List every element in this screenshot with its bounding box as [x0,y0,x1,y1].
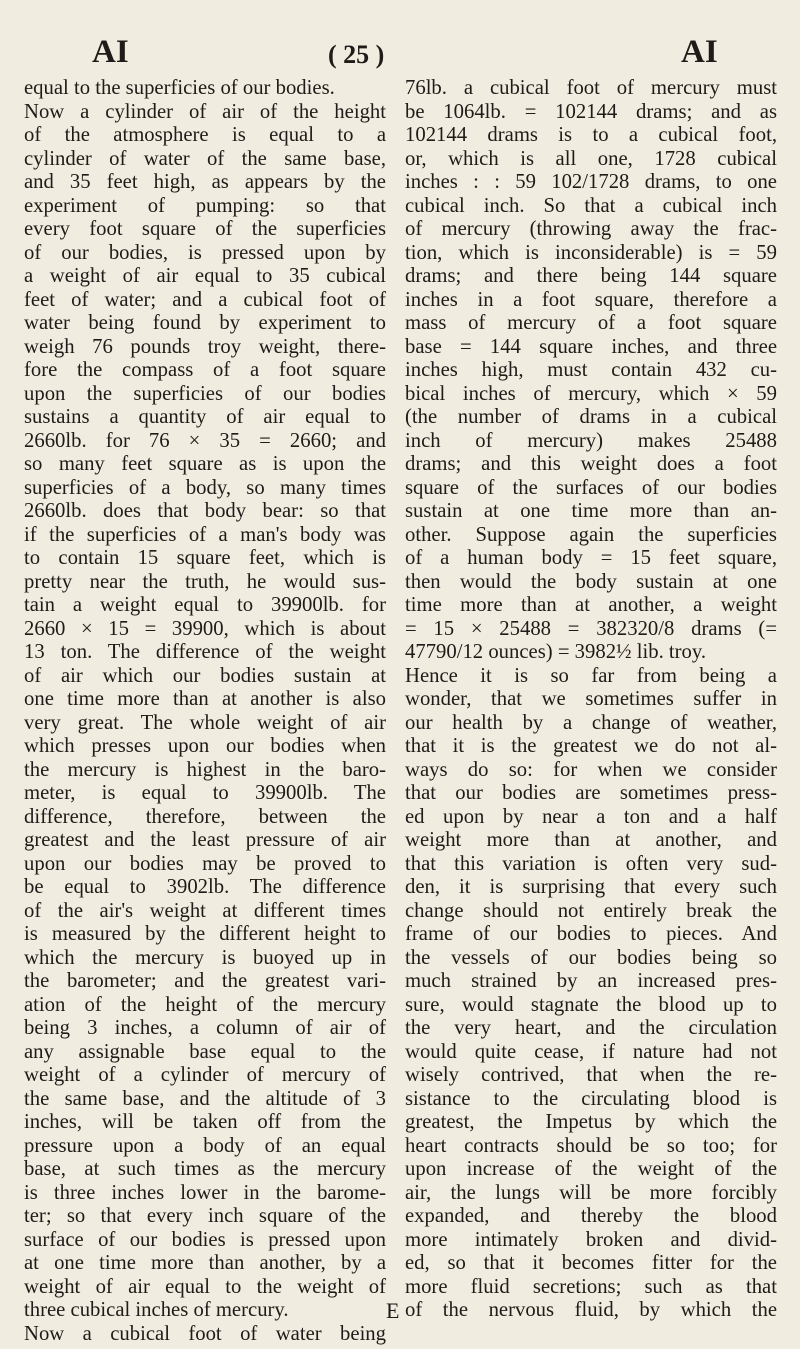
left-column-line: every foot square of the superficies [24,218,386,240]
left-column-line: upon our bodies may be proved to [24,852,386,875]
right-column-line: wisely contrived, that when the re- [405,1064,777,1086]
right-column-line: upon increase of the weight of the [405,1158,777,1180]
right-column-line: that our bodies are sometimes press- [405,782,777,804]
right-column-line: that it is the greatest we do not al- [405,735,777,757]
left-column-line: and 35 feet high, as appears by the [24,171,386,193]
right-column-line: inches : : 59 102/1728 drams, to one [405,171,777,193]
right-column-line: den, it is surprising that every such [405,876,777,898]
left-column-line: 2660 × 15 = 39900, which is about [24,617,386,640]
left-column-line: the mercury is highest in the baro- [24,758,386,781]
right-column-line: drams; and this weight does a foot [405,453,777,475]
left-column-line: feet of water; and a cubical foot of [24,288,386,311]
left-column-line: of the atmosphere is equal to a [24,124,386,146]
left-column-line: very great. The whole weight of air [24,711,386,734]
right-column-line: ed, so that it becomes fitter for the [405,1252,777,1274]
right-column-line: = 15 × 25488 = 382320/8 drams (= [405,617,777,640]
right-column-line: square of the surfaces of our bodies [405,476,777,499]
header-left-word: AI [92,34,129,70]
left-column-line: being 3 inches, a column of air of [24,1017,386,1039]
right-column-line: or, which is all one, 1728 cubical [405,147,777,170]
right-column-line: sustain at one time more than an- [405,500,777,522]
right-column-line: wonder, that we sometimes suffer in [405,688,777,710]
left-column-line: difference, therefore, between the [24,805,386,828]
left-column-line: weight of air equal to the weight of [24,1275,386,1298]
left-column-line: meter, is equal to 39900lb. The [24,782,386,804]
right-column-line: tion, which is inconsiderable) is = 59 [405,241,777,264]
left-column-line: upon the superficies of our bodies [24,382,386,405]
left-column-line: 2660lb. does that body bear: so that [24,500,386,522]
right-column-line: much strained by an increased pres- [405,970,777,992]
left-column-line: is measured by the different height to [24,923,386,945]
right-column-line: bical inches of mercury, which × 59 [405,382,777,405]
left-column-line: of air which our bodies sustain at [24,664,386,687]
left-column-line: pressure upon a body of an equal [24,1134,386,1157]
right-column-line: more intimately broken and divid- [405,1228,777,1251]
right-column-line: time more than at another, a weight [405,594,777,616]
right-column-line: of the nervous fluid, by which the [405,1299,777,1321]
right-column-line: sure, would stagnate the blood up to [405,993,777,1016]
right-column-line: be 1064lb. = 102144 drams; and as [405,100,777,123]
signature-mark: E [386,1298,400,1323]
right-column-line: greatest, the Impetus by which the [405,1111,777,1133]
right-column-line: inches high, must contain 432 cu- [405,359,777,381]
right-column-line: drams; and there being 144 square [405,265,777,287]
right-column-line: the very heart, and the circulation [405,1017,777,1039]
left-column-line: is three inches lower in the barome- [24,1181,386,1204]
left-column-line: weight of a cylinder of mercury of [24,1064,386,1086]
right-column-line: Hence it is so far from being a [405,664,777,687]
left-column-line: the same base, and the altitude of 3 [24,1087,386,1110]
right-column-line: ways do so: for when we consider [405,758,777,781]
left-column-line: three cubical inches of mercury. [24,1299,289,1321]
right-column-line: sistance to the circulating blood is [405,1087,777,1110]
right-column-line: 102144 drams is to a cubical foot, [405,124,777,146]
right-column-line: more fluid secretions; such as that [405,1275,777,1298]
left-column-line: water being found by experiment to [24,312,386,334]
left-text-column [24,77,386,1346]
right-column-line: frame of our bodies to pieces. And [405,923,777,945]
right-column-line: 76lb. a cubical foot of mercury must [405,77,777,99]
left-column-line: Now a cubical foot of water being [24,1322,386,1345]
left-column-line: which presses upon our bodies when [24,735,386,757]
right-column-line: cubical inch. So that a cubical inch [405,194,777,217]
right-column-line: then would the body sustain at one [405,570,777,593]
left-column-line: weigh 76 pounds troy weight, there- [24,335,386,358]
right-column-line: base = 144 square inches, and three [405,335,777,358]
left-column-line: cylinder of water of the same base, [24,147,386,170]
left-column-line: 2660lb. for 76 × 35 = 2660; and [24,429,386,452]
right-column-line: the vessels of our bodies being so [405,946,777,969]
header-right-word: AI [681,34,718,70]
left-column-line: so many feet square as is upon the [24,453,386,475]
left-column-line: of the air's weight at different times [24,899,386,922]
left-column-line: any assignable base equal to the [24,1040,386,1063]
left-column-line: equal to the superficies of our bodies. [24,77,335,99]
left-column-line: be equal to 3902lb. The difference [24,876,386,898]
left-column-line: pretty near the truth, he would sus- [24,570,386,593]
left-column-line: surface of our bodies is pressed upon [24,1228,386,1251]
left-column-line: which the mercury is buoyed up in [24,946,386,969]
page-number: ( 25 ) [328,40,385,69]
right-text-column [405,77,777,1323]
right-column-line: air, the lungs will be more forcibly [405,1181,777,1204]
left-column-line: to contain 15 square feet, which is [24,547,386,569]
right-column-line: would quite cease, if nature had not [405,1040,777,1063]
running-header [0,34,800,78]
left-column-line: sustains a quantity of air equal to [24,406,386,428]
left-column-line: experiment of pumping: so that [24,194,386,217]
right-column-line: (the number of drams in a cubical [405,406,777,428]
left-column-line: 13 ton. The difference of the weight [24,641,386,663]
right-column-line: inch of mercury) makes 25488 [405,429,777,452]
left-column-line: Now a cylinder of air of the height [24,100,386,123]
left-column-line: base, at such times as the mercury [24,1158,386,1180]
right-column-line: that this variation is often very sud- [405,852,777,875]
right-column-line: of mercury (throwing away the frac- [405,218,777,240]
left-column-line: inches, will be taken off from the [24,1111,386,1133]
right-column-line: 47790/12 ounces) = 3982½ lib. troy. [405,641,707,663]
left-column-line: a weight of air equal to 35 cubical [24,265,386,287]
right-column-line: inches in a foot square, therefore a [405,288,777,311]
left-column-line: greatest and the least pressure of air [24,829,386,851]
left-column-line: fore the compass of a foot square [24,359,386,381]
left-column-line: superficies of a body, so many times [24,476,386,499]
right-column-line: change should not entirely break the [405,899,777,922]
right-column-line: of a human body = 15 feet square, [405,547,777,569]
left-column-line: at one time more than another, by a [24,1252,386,1274]
left-column-line: ation of the height of the mercury [24,993,386,1016]
right-column-line: expanded, and thereby the blood [405,1205,777,1227]
right-column-line: heart contracts should be so too; for [405,1134,777,1157]
left-column-line: tain a weight equal to 39900lb. for [24,594,386,616]
left-column-line: if the superficies of a man's body was [24,523,386,546]
right-column-line: other. Suppose again the superficies [405,523,777,546]
left-column-line: one time more than at another is also [24,688,386,710]
right-column-line: ed upon by near a ton and a half [405,805,777,828]
right-column-line: our health by a change of weather, [405,711,777,734]
left-column-line: the barometer; and the greatest vari- [24,970,386,992]
left-column-line: ter; so that every inch square of the [24,1205,386,1227]
left-column-line: of our bodies, is pressed upon by [24,241,386,264]
right-column-line: mass of mercury of a foot square [405,312,777,334]
right-column-line: weight more than at another, and [405,829,777,851]
